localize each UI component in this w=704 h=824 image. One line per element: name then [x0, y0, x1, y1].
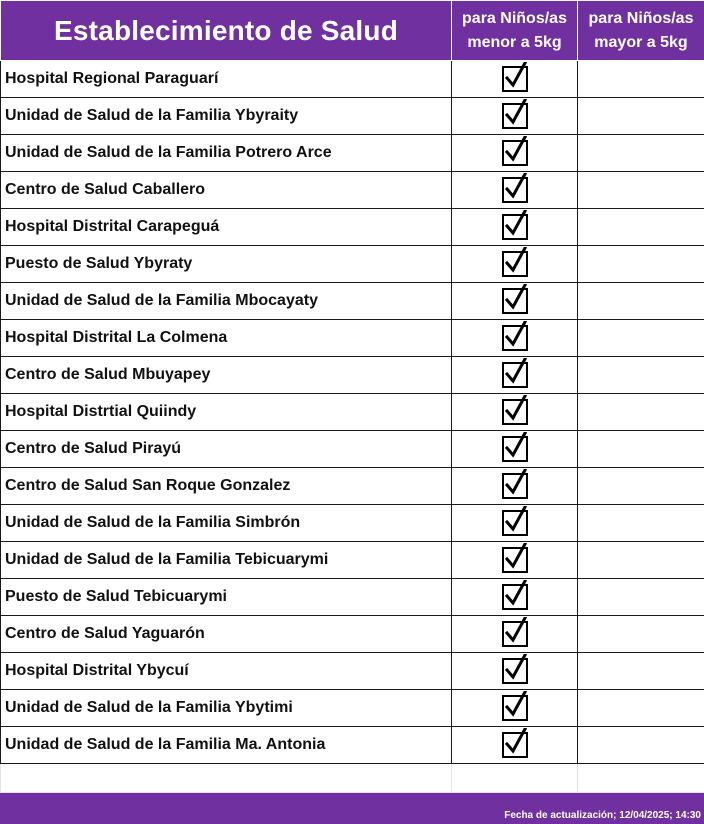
cell-mayor-5kg [578, 61, 704, 98]
checkbox-checked-icon [502, 362, 528, 388]
table-row [1, 542, 704, 579]
table-row [1, 579, 704, 616]
empty-cell [578, 764, 704, 793]
cell-menor-5kg [452, 727, 578, 764]
cell-mayor-5kg [578, 727, 704, 764]
facility-name: Centro de Salud Pirayú [1, 431, 452, 468]
checkbox-checked-icon [502, 66, 528, 92]
checkbox-checked-icon [502, 473, 528, 499]
cell-mayor-5kg [578, 209, 704, 246]
checkbox-checked-icon [502, 436, 528, 462]
cell-mayor-5kg [578, 98, 704, 135]
cell-menor-5kg [452, 283, 578, 320]
table-row [1, 209, 704, 246]
checkbox-checked-icon [502, 732, 528, 758]
cell-mayor-5kg [578, 246, 704, 283]
table-row [1, 246, 704, 283]
checkbox-checked-icon [502, 288, 528, 314]
facility-name: Puesto de Salud Ybyraty [1, 246, 452, 283]
table-row [1, 505, 704, 542]
empty-cell [452, 764, 578, 793]
facility-rows [1, 61, 704, 793]
table-row [1, 468, 704, 505]
cell-mayor-5kg [578, 394, 704, 431]
cell-mayor-5kg [578, 135, 704, 172]
header-mayor-5kg-line2: mayor a 5kg [594, 33, 688, 51]
cell-mayor-5kg [578, 431, 704, 468]
header-row [1, 1, 704, 61]
checkbox-checked-icon [502, 621, 528, 647]
cell-mayor-5kg [578, 357, 704, 394]
checkbox-checked-icon [502, 325, 528, 351]
facility-name: Hospital Distrital Ybycuí [1, 653, 452, 690]
cell-mayor-5kg [578, 172, 704, 209]
facility-name: Unidad de Salud de la Familia Simbrón [1, 505, 452, 542]
table-row [1, 616, 704, 653]
cell-menor-5kg [452, 394, 578, 431]
checkbox-checked-icon [502, 177, 528, 203]
header-establecimiento: Establecimiento de Salud [1, 1, 452, 61]
checkbox-checked-icon [502, 399, 528, 425]
cell-menor-5kg [452, 135, 578, 172]
cell-mayor-5kg [578, 616, 704, 653]
cell-mayor-5kg [578, 542, 704, 579]
header-menor-5kg-line2: menor a 5kg [467, 33, 562, 51]
table-row [1, 61, 704, 98]
facility-name: Hospital Distrtial Quiindy [1, 394, 452, 431]
facility-name: Puesto de Salud Tebicuarymi [1, 579, 452, 616]
cell-mayor-5kg [578, 283, 704, 320]
cell-menor-5kg [452, 616, 578, 653]
cell-menor-5kg [452, 653, 578, 690]
checkbox-checked-icon [502, 584, 528, 610]
cell-menor-5kg [452, 61, 578, 98]
facility-name: Unidad de Salud de la Familia Mbocayaty [1, 283, 452, 320]
table-row [1, 394, 704, 431]
table-row [1, 135, 704, 172]
cell-menor-5kg [452, 690, 578, 727]
facility-name: Hospital Regional Paraguarí [1, 61, 452, 98]
cell-menor-5kg [452, 172, 578, 209]
checkbox-checked-icon [502, 510, 528, 536]
facility-name: Centro de Salud Mbuyapey [1, 357, 452, 394]
table-row [1, 727, 704, 764]
facility-name: Unidad de Salud de la Familia Ybytimi [1, 690, 452, 727]
cell-menor-5kg [452, 320, 578, 357]
cell-mayor-5kg [578, 320, 704, 357]
facility-name: Unidad de Salud de la Familia Ybyraity [1, 98, 452, 135]
checkbox-checked-icon [502, 251, 528, 277]
cell-mayor-5kg [578, 579, 704, 616]
cell-menor-5kg [452, 505, 578, 542]
table-row [1, 431, 704, 468]
cell-menor-5kg [452, 431, 578, 468]
checkbox-checked-icon [502, 103, 528, 129]
checkbox-checked-icon [502, 140, 528, 166]
cell-menor-5kg [452, 98, 578, 135]
table-row [1, 320, 704, 357]
checkbox-checked-icon [502, 547, 528, 573]
header-mayor-5kg [578, 1, 704, 61]
header-mayor-5kg-line1: para Niños/as [588, 9, 694, 27]
facility-name: Centro de Salud San Roque Gonzalez [1, 468, 452, 505]
empty-row [1, 764, 704, 793]
table-row [1, 653, 704, 690]
table-row [1, 98, 704, 135]
facility-name: Hospital Distrital Carapeguá [1, 209, 452, 246]
footer-bar [0, 793, 704, 824]
cell-mayor-5kg [578, 505, 704, 542]
cell-mayor-5kg [578, 468, 704, 505]
checkbox-checked-icon [502, 695, 528, 721]
table-row [1, 283, 704, 320]
table-row [1, 690, 704, 727]
checkbox-checked-icon [502, 214, 528, 240]
facility-name: Hospital Distrital La Colmena [1, 320, 452, 357]
update-timestamp: Fecha de actualización; 12/04/2025; 14:30 [504, 810, 701, 821]
facility-name: Unidad de Salud de la Familia Ma. Antonia [1, 727, 452, 764]
cell-menor-5kg [452, 209, 578, 246]
checkbox-checked-icon [502, 658, 528, 684]
cell-menor-5kg [452, 579, 578, 616]
cell-menor-5kg [452, 357, 578, 394]
facility-name: Centro de Salud Yaguarón [1, 616, 452, 653]
cell-menor-5kg [452, 246, 578, 283]
table-row [1, 357, 704, 394]
facility-name: Centro de Salud Caballero [1, 172, 452, 209]
cell-mayor-5kg [578, 653, 704, 690]
table-row [1, 172, 704, 209]
cell-menor-5kg [452, 542, 578, 579]
facility-name: Unidad de Salud de la Familia Potrero Arce [1, 135, 452, 172]
empty-cell [1, 764, 452, 793]
cell-mayor-5kg [578, 690, 704, 727]
header-menor-5kg-line1: para Niños/as [462, 9, 567, 27]
header-menor-5kg [452, 1, 578, 61]
facility-name: Unidad de Salud de la Familia Tebicuarymi [1, 542, 452, 579]
cell-menor-5kg [452, 468, 578, 505]
